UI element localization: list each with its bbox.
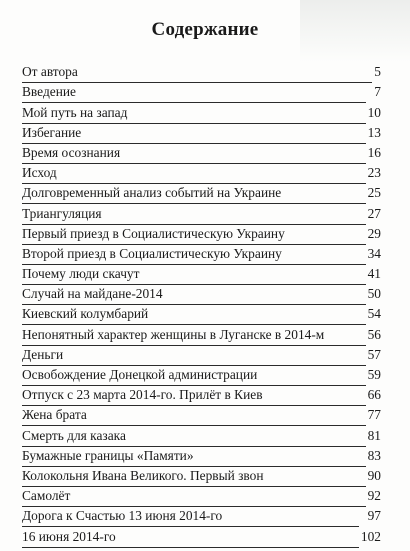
- toc-entry-title: Почему люди скачут: [22, 266, 140, 282]
- toc-entry-title: 16 июня 2014-го: [22, 528, 116, 544]
- toc-entry-page: 50: [366, 282, 381, 305]
- toc-entry-title: Мой путь на запад: [22, 104, 128, 120]
- toc-entry-title: Первый приезд в Социалистическую Украину: [22, 225, 285, 241]
- toc-entry: [22, 527, 381, 547]
- toc-entry-title: От автора: [22, 64, 78, 80]
- toc-entry-page: 102: [359, 525, 381, 548]
- toc-entry-title: Освобождение Донецкой администрации: [22, 367, 258, 382]
- toc-entry-page: 10: [366, 101, 381, 124]
- toc-entry: [22, 467, 381, 487]
- toc-entry-page: 13: [366, 121, 381, 144]
- toc-entry-page: 59: [366, 363, 381, 386]
- toc-entry-title: Отпуск с 23 марта 2014-го. Прилёт в Киев: [22, 387, 263, 403]
- toc-entry-page: 77: [366, 403, 381, 426]
- toc-entry-title: Дорога к Счастью 13 июня 2014-го: [22, 508, 223, 524]
- toc-entry-page: 41: [366, 262, 381, 285]
- toc-entry-page: 7: [372, 80, 381, 103]
- toc-entry-title: Второй приезд в Социалистическую Украину: [22, 245, 282, 261]
- toc-entry-title: Триангуляция: [22, 205, 102, 221]
- table-of-contents: [22, 63, 381, 548]
- toc-entry-page: 97: [366, 504, 381, 527]
- toc-entry-title: Исход: [22, 165, 57, 181]
- toc-entry-page: 5: [372, 60, 381, 83]
- toc-entry-title: Деньги: [22, 346, 64, 362]
- toc-entry-page: 81: [366, 424, 381, 447]
- toc-entry-title: Бумажные границы «Памяти»: [22, 447, 194, 463]
- toc-entry-page: 34: [366, 242, 381, 265]
- toc-entry-title: Непонятный характер женщины в Луганске в 2014-м: [22, 326, 325, 342]
- toc-entry-title: Долговременный анализ событий на Украине: [22, 185, 282, 201]
- toc-entry-page: 54: [366, 302, 381, 325]
- toc-entry-page: 16: [366, 141, 381, 164]
- toc-entry-page: 27: [366, 202, 381, 225]
- toc-entry-title: Колокольня Ивана Великого. Первый звон: [22, 467, 264, 483]
- toc-entry-title: Киевский колумбарий: [22, 306, 149, 322]
- toc-entry: [22, 325, 381, 345]
- toc-entry-title: Жена брата: [22, 407, 87, 423]
- toc-entry-page: 23: [366, 161, 381, 184]
- toc-entry-page: 29: [366, 222, 381, 245]
- toc-entry-title: Смерть для казака: [22, 427, 126, 443]
- toc-entry-page: 66: [366, 383, 381, 406]
- toc-entry-page: 90: [366, 464, 381, 487]
- toc-entry-page: 56: [366, 323, 381, 346]
- toc-entry-page: 25: [366, 181, 381, 204]
- toc-entry-title: Самолёт: [22, 488, 71, 504]
- toc-entry: [22, 144, 381, 164]
- toc-entry-page: 57: [366, 343, 381, 366]
- toc-entry-title: Избегание: [22, 124, 82, 140]
- toc-entry-page: 92: [366, 484, 381, 507]
- toc-entry-page: 83: [366, 444, 381, 467]
- toc-entry-title: Время осознания: [22, 144, 121, 160]
- toc-entry-title: Случай на майдане-2014: [22, 286, 163, 302]
- toc-entry-title: Введение: [22, 84, 76, 100]
- contents-heading: Содержание: [151, 19, 259, 40]
